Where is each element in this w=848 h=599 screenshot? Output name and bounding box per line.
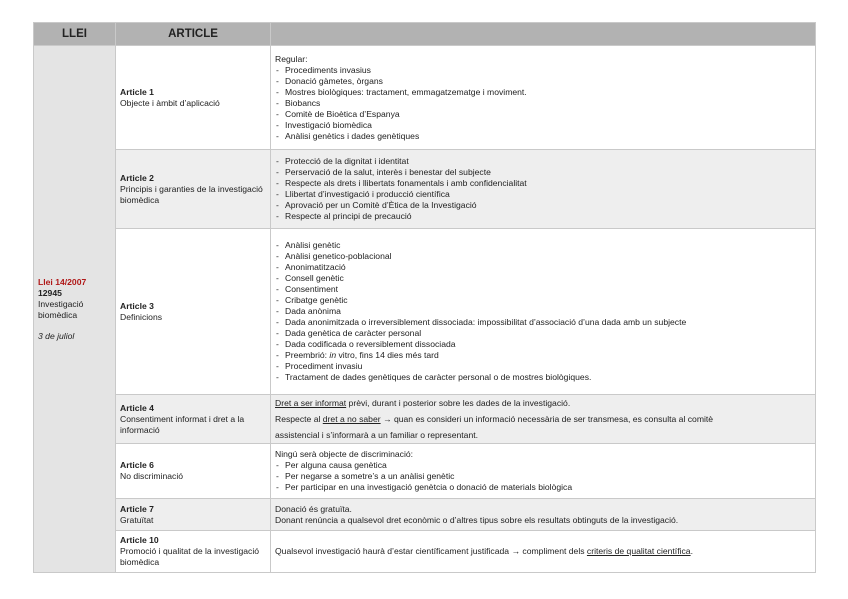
list-item-preembrio bbox=[275, 350, 811, 361]
content-line: Donant renúncia a qualsevol dret econòmic o d’altres tipus sobre els resultats obtinguts de la investigació. bbox=[275, 514, 679, 525]
content-line: assistencial i s’informarà a un familiar o representant. bbox=[275, 430, 478, 440]
row-article-10 bbox=[34, 531, 816, 573]
bullet-list bbox=[275, 240, 811, 383]
row-article-4 bbox=[34, 395, 816, 444]
list-item: - Anàlisi genètic bbox=[275, 240, 811, 251]
content-line bbox=[275, 395, 811, 411]
list-item: - Donació gàmetes, òrgans bbox=[275, 76, 811, 87]
list-item: - Llibertat d’investigació i producció científica bbox=[275, 189, 811, 200]
content-line bbox=[275, 411, 811, 427]
list-item: - Dada codificada o reversiblement dissociada bbox=[275, 339, 811, 350]
content-line: Donació és gratuïta. bbox=[275, 503, 352, 514]
article-subtitle: Consentiment informat i dret a la informació bbox=[120, 413, 245, 435]
article-subtitle: Objecte i àmbit d’aplicació bbox=[120, 97, 220, 108]
row-article-7 bbox=[34, 499, 816, 531]
article-subtitle: Principis i garanties de la investigació biomèdica bbox=[120, 183, 263, 205]
preembrio-prefix: Preembrió: bbox=[285, 350, 330, 360]
bullet-list bbox=[275, 65, 811, 142]
article-title: Article 3 bbox=[120, 300, 154, 311]
law-cell bbox=[34, 46, 116, 573]
list-item: - Per alguna causa genètica bbox=[275, 460, 811, 471]
article-title: Article 2 bbox=[120, 172, 154, 183]
article-title: Article 7 bbox=[120, 503, 154, 514]
content-text: Respecte al bbox=[275, 414, 323, 424]
header-row bbox=[34, 23, 816, 46]
article-4-content bbox=[271, 395, 816, 444]
article-3-content bbox=[271, 229, 816, 395]
article-subtitle: Gratuïtat bbox=[120, 514, 154, 525]
article-1-cell bbox=[116, 46, 271, 150]
bullet-list bbox=[275, 156, 811, 222]
article-7-content bbox=[271, 499, 816, 531]
article-2-content bbox=[271, 150, 816, 229]
list-item: - Anàlisi genètics i dades genètiques bbox=[275, 131, 811, 142]
law-table bbox=[33, 22, 816, 573]
article-3-cell bbox=[116, 229, 271, 395]
article-subtitle: No discriminació bbox=[120, 471, 184, 481]
list-item: - Respecte al principi de precaució bbox=[275, 211, 811, 222]
list-item: - Dada genètica de caràcter personal bbox=[275, 328, 811, 339]
list-item: - Procediment invasiu bbox=[275, 361, 811, 372]
law-date: 3 de juliol bbox=[38, 330, 75, 341]
list-item: - Protecció de la dignitat i identitat bbox=[275, 156, 811, 167]
article-subtitle: Promoció i qualitat de la investigació biomèdica bbox=[120, 546, 260, 567]
article-7-cell bbox=[116, 499, 271, 531]
list-item: - Perservació de la salut, interès i benestar del subjecte bbox=[275, 167, 811, 178]
article-2-cell bbox=[116, 150, 271, 229]
list-item: - Investigació biomèdica bbox=[275, 120, 811, 131]
header-article: ARTICLE bbox=[116, 23, 271, 46]
law-name-line2: biomèdica bbox=[38, 309, 78, 320]
list-item: - Comitè de Bioètica d’Espanya bbox=[275, 109, 811, 120]
row-article-3 bbox=[34, 229, 816, 395]
preembrio-italic: in bbox=[329, 350, 337, 360]
list-item: - Per participar en una investigació genètcia o donació de materials biològica bbox=[275, 482, 811, 493]
underlined-term: dret a no saber bbox=[322, 414, 381, 424]
article-title: Article 10 bbox=[120, 535, 159, 545]
content-intro: Regular: bbox=[275, 53, 308, 64]
bullet-list bbox=[275, 460, 811, 493]
preembrio-suffix: vitro, fins 14 dies més tard bbox=[336, 350, 439, 360]
list-item: - Anonimatització bbox=[275, 262, 811, 273]
list-item: - Per negarse a sometre’s a un anàlisi genètic bbox=[275, 471, 811, 482]
article-4-cell bbox=[116, 395, 271, 444]
underlined-term: criteris de qualitat científica bbox=[586, 546, 691, 556]
law-number: 12945 bbox=[38, 287, 62, 298]
article-subtitle: Definicions bbox=[120, 311, 163, 322]
list-item: - Consentiment bbox=[275, 284, 811, 295]
header-content bbox=[271, 23, 816, 46]
list-item: - Consell genètic bbox=[275, 273, 811, 284]
list-item: - Cribatge genètic bbox=[275, 295, 811, 306]
list-item: - Dada anonimitzada o irreversiblement dissociada: impossibilitat d’associació d’una dada amb un subjecte bbox=[275, 317, 811, 328]
list-item: - Dada anònima bbox=[275, 306, 811, 317]
row-article-2 bbox=[34, 150, 816, 229]
content-text: . bbox=[690, 546, 693, 556]
article-6-cell bbox=[116, 444, 271, 499]
list-item: - Mostres biològiques: tractament, emmagatzematge i moviment. bbox=[275, 87, 811, 98]
article-title: Article 4 bbox=[120, 402, 154, 413]
row-article-1 bbox=[34, 46, 816, 150]
list-item: - Biobancs bbox=[275, 98, 811, 109]
underlined-term: Dret a ser informat bbox=[275, 398, 347, 408]
article-10-cell bbox=[116, 531, 271, 573]
list-item: - Tractament de dades genètiques de caràcter personal o de mostres biològiques. bbox=[275, 372, 811, 383]
content-text: → quan es consideri un informació necessària de ser transmesa, es consulta al comitè bbox=[380, 414, 714, 424]
article-6-content bbox=[271, 444, 816, 499]
law-link[interactable]: Llei 14/2007 bbox=[38, 276, 87, 287]
list-item: - Procediments invasius bbox=[275, 65, 811, 76]
article-1-content bbox=[271, 46, 816, 150]
law-name-line1: Investigació bbox=[38, 298, 84, 309]
article-10-content bbox=[271, 531, 816, 573]
content-text: prèvi, durant i posterior sobre les dades de la investigació. bbox=[346, 398, 571, 408]
list-item: - Aprovació per un Comitè d’Ètica de la Investigació bbox=[275, 200, 811, 211]
content-text: Qualsevol investigació haurà d’estar científicament justificada → compliment dels bbox=[275, 546, 587, 556]
article-title: Article 1 bbox=[120, 86, 154, 97]
list-item: - Anàlisi genetico-poblacional bbox=[275, 251, 811, 262]
list-item: - Respecte als drets i llibertats fonamentals i amb confidencialitat bbox=[275, 178, 811, 189]
row-article-6 bbox=[34, 444, 816, 499]
content-intro: Ningú serà objecte de discriminació: bbox=[275, 449, 414, 459]
header-law: LLEI bbox=[34, 23, 116, 46]
article-title: Article 6 bbox=[120, 460, 154, 470]
